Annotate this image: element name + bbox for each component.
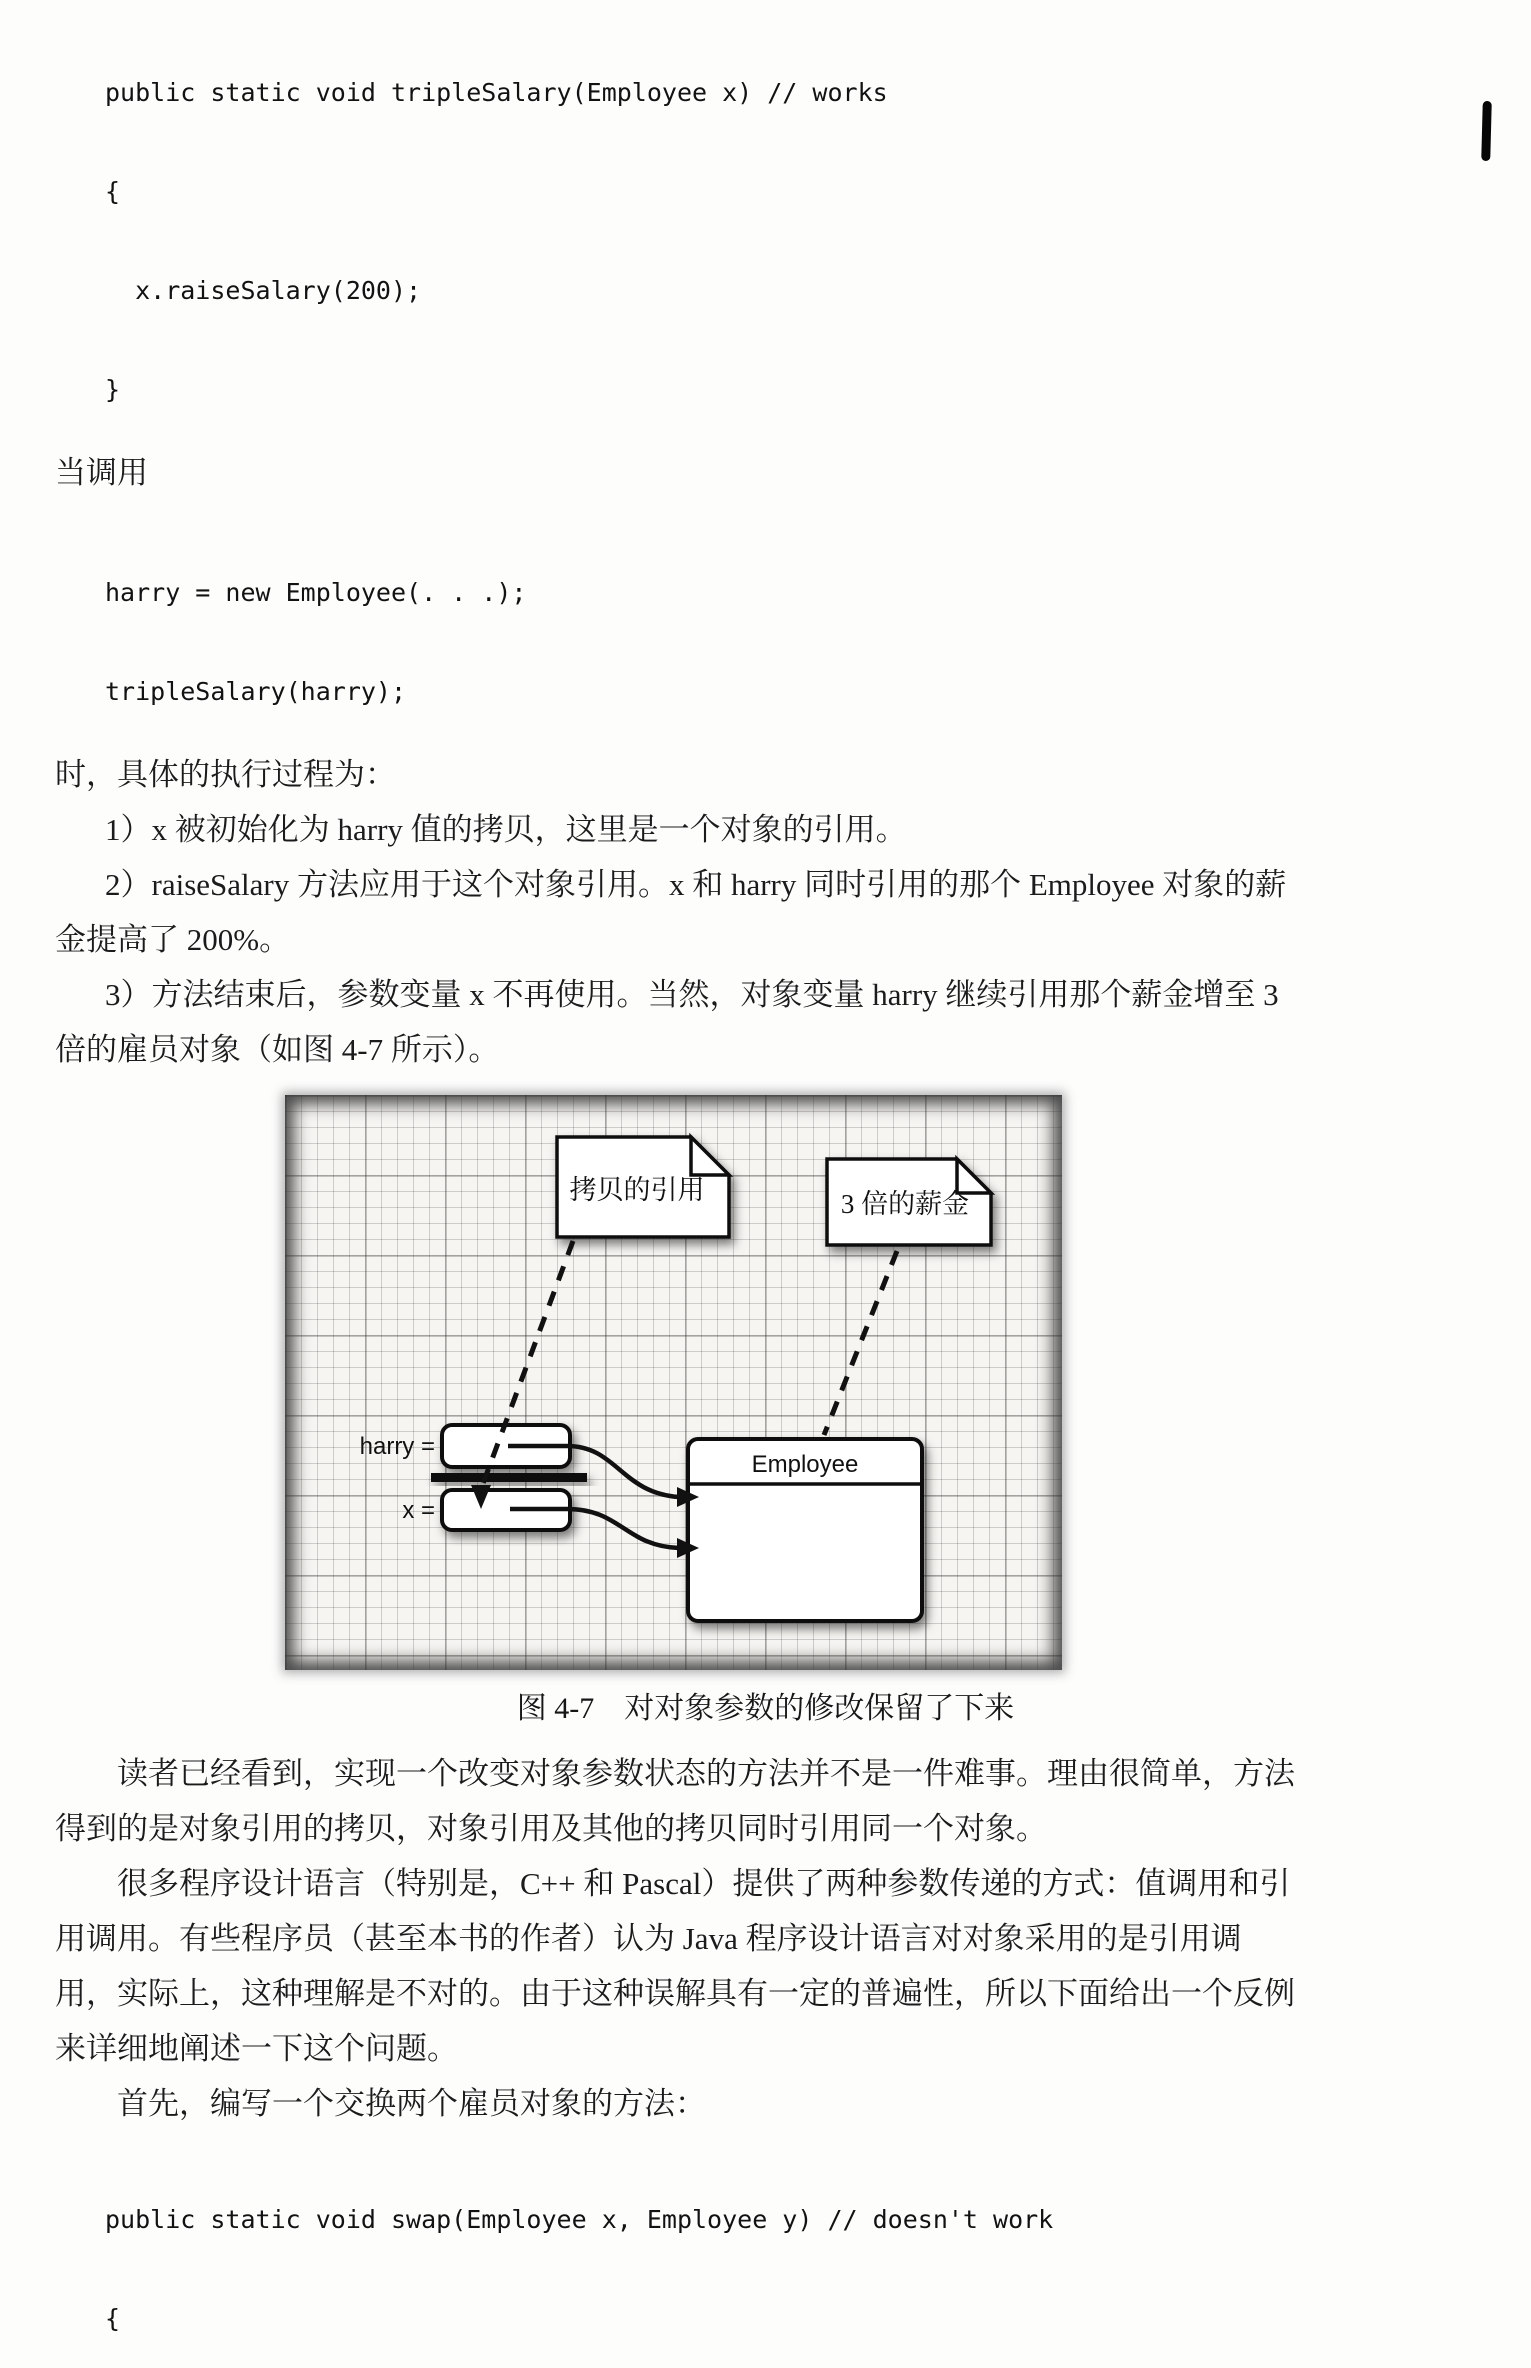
note-connector-salary <box>824 1251 897 1435</box>
variable-separator-bar <box>431 1473 587 1482</box>
when-call-text: 当调用 <box>55 455 148 490</box>
harry-label: harry = <box>359 1433 435 1460</box>
code-block-call-site <box>105 510 1531 741</box>
figure-caption <box>0 1688 1531 1730</box>
code-line: public static void tripleSalary(Employee x) // works <box>105 78 888 107</box>
x-label: x = <box>402 1497 435 1524</box>
figure-caption-text: 对对象参数的修改保留了下来 <box>624 1692 1015 1725</box>
note-salary-label: 3 倍的薪金 <box>840 1189 970 1219</box>
code-line: harry = new Employee(. . .); <box>105 578 527 607</box>
code-line: x.raiseSalary(200); <box>105 276 422 305</box>
execution-lead: 时，具体的执行过程为： <box>55 757 396 792</box>
code-line: } <box>105 375 121 404</box>
note-copy-label: 拷贝的引用 <box>569 1175 705 1205</box>
figure-4-7-diagram <box>285 1095 1062 1670</box>
code-line: tripleSalary(harry); <box>105 677 407 706</box>
employee-class-title: Employee <box>751 1451 859 1478</box>
code-line: { <box>105 2304 121 2333</box>
code-line: public static void swap(Employee x, Employee y) // doesn't work <box>105 2205 1054 2234</box>
code-line: { <box>105 177 121 206</box>
paragraph-1: 读者已经看到，实现一个改变对象参数状态的方法并不是一件难事。理由很简单，方法得到的是对象引用的拷贝，对象引用及其他的拷贝同时引用同一个对象。 <box>55 1756 1295 1846</box>
code-block-triple-salary <box>105 0 1531 439</box>
pen-tally-mark <box>1481 101 1492 161</box>
code-block-swap <box>105 2137 1531 2368</box>
note-fold-corner-icon <box>957 1159 991 1193</box>
execution-step-2: 2）raiseSalary 方法应用于这个对象引用。x 和 harry 同时引用的那个 Employee 对象的薪金提高了 200%。 <box>55 867 1287 957</box>
paragraph-2: 很多程序设计语言（特别是，C++ 和 Pascal）提供了两种参数传递的方式：值调用和引用调用。有些程序员（甚至本书的作者）认为 Java 程序设计语言对对象采用的是引用调用，实际上，这种理解是不对的。由于这种误解具有一定的普遍性，所以下面给出一个反例来详细地阐述一下这个问题。 <box>55 1866 1295 2066</box>
paragraph-3: 首先，编写一个交换两个雇员对象的方法： <box>117 2086 706 2121</box>
execution-step-3: 3）方法结束后，参数变量 x 不再使用。当然，对象变量 harry 继续引用那个薪金增至 3 倍的雇员对象（如图 4-7 所示）。 <box>55 977 1279 1067</box>
figure-caption-number: 图 4-7 <box>516 1692 595 1725</box>
execution-step-1: 1）x 被初始化为 harry 值的拷贝，这里是一个对象的引用。 <box>105 812 907 847</box>
note-fold-corner-icon <box>691 1137 729 1175</box>
figure-4-7 <box>285 1095 1062 1670</box>
